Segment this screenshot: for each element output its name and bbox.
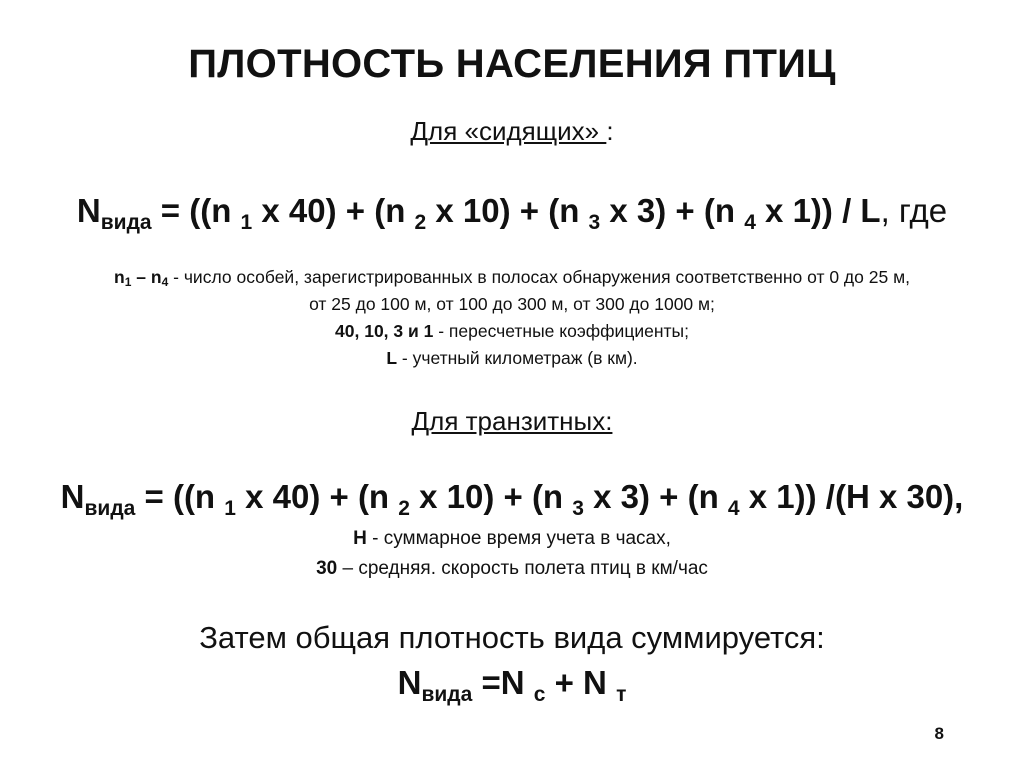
notes-H-bold: Н [353,528,367,549]
notes-line-1-text: - число особей, зарегистрированных в полосах обнаружения соответственно от 0 до 25 м, [168,267,910,287]
notes-line-4 [0,345,1024,372]
sedentary-heading-text: Для «сидящих» [410,116,607,146]
transit-notes [0,524,1024,584]
formula-part: x 3) + (n [600,192,745,229]
notes-n4-sub: 4 [161,275,169,289]
notes-speed-bold: 30 [316,558,338,579]
notes-n: n [114,267,125,287]
notes-line-1 [0,264,1024,291]
formula-sub-3: 3 [588,211,601,234]
sedentary-formula [0,192,1024,234]
page-number: 8 [934,724,944,743]
notes-coef-text: - пересчетные коэффициенты; [433,321,689,341]
formula-part: x 40) + (n [252,192,415,229]
formula-sub-1: 1 [240,211,253,234]
notes-line-3 [0,318,1024,345]
formula-N: N [76,192,101,229]
formula-N-sub: вида [84,497,136,520]
summary-formula [0,664,1024,706]
sedentary-notes [0,264,1024,372]
formula-part: x 40) + (n [235,478,399,515]
formula-part: x 1)) /(H x 30), [739,478,964,515]
formula-part: = ((n [151,192,241,229]
formula-N: N [60,478,85,515]
formula-sub-4: 4 [744,211,756,234]
notes-coef-bold: 40, 10, 3 и 1 [335,321,434,341]
notes-H-text: - суммарное время учета в часах, [366,528,671,549]
formula-N-sub: вида [100,211,152,234]
notes-L-bold: L [386,348,398,368]
formula-sub-4: 4 [727,497,740,520]
notes-L-text: - учетный километраж (в км). [397,348,638,368]
formula-sub-2: 2 [398,497,410,520]
notes-speed-text: – средняя. скорость полета птиц в км/час [337,558,708,579]
transit-heading [0,406,1024,437]
formula-part: x 1)) / [755,192,861,229]
formula-sub-1: 1 [224,497,236,520]
transit-formula [0,478,1024,520]
transit-heading-text: Для транзитных: [411,406,613,436]
notes-line-2: от 25 до 100 м, от 100 до 300 м, от 300 до 1000 м; [309,294,715,314]
transit-notes-line-2 [0,554,1024,584]
summary-plus: + N [545,664,617,701]
summary-t-sub: т [616,683,627,706]
formula-part: x 3) + (n [583,478,728,515]
transit-notes-line-1 [0,524,1024,554]
slide-title: ПЛОТНОСТЬ НАСЕЛЕНИЯ ПТИЦ [188,42,836,86]
summary-N: N [397,664,422,701]
formula-part: x 10) + (n [409,478,573,515]
formula-tail: , где [880,192,948,229]
formula-part: x 10) + (n [426,192,589,229]
summary-mid: =N [472,664,534,701]
formula-sub-2: 2 [414,211,427,234]
summary-text: Затем общая плотность вида суммируется: [199,620,825,655]
summary-c-sub: с [533,683,546,706]
formula-part: = ((n [135,478,225,515]
summary-N-sub: вида [421,683,473,706]
notes-dash-n: – n [131,267,162,287]
sedentary-heading [0,116,1024,147]
notes-n1-sub: 1 [124,275,132,289]
formula-sub-3: 3 [572,497,584,520]
formula-L: L [860,192,881,229]
sedentary-heading-colon: : [606,116,614,146]
